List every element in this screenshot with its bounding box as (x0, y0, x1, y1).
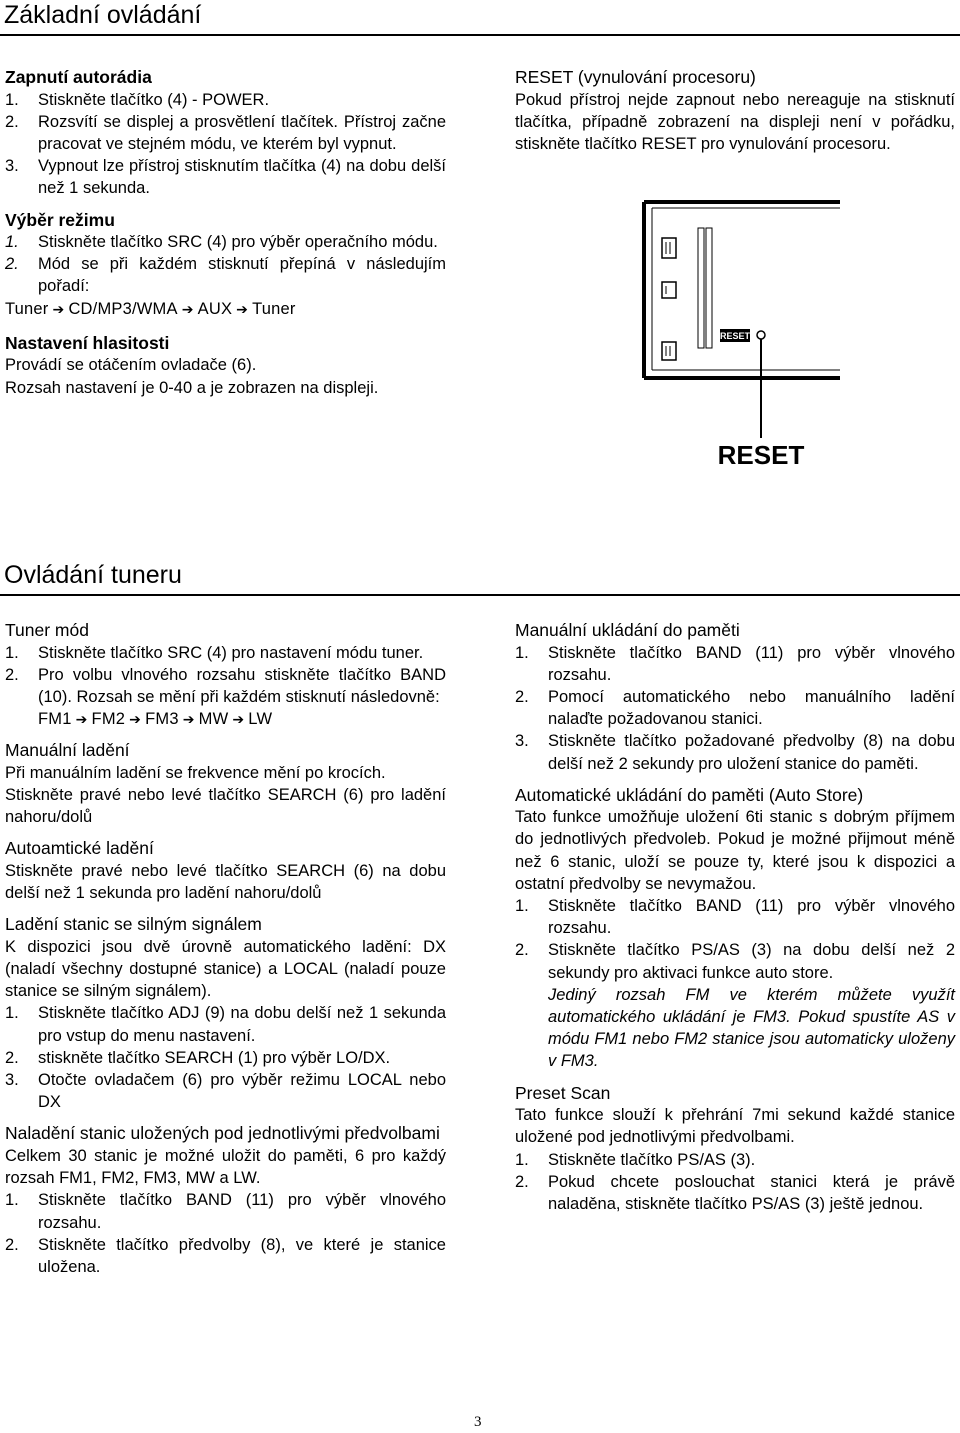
band-sequence: FM1 ➔ FM2 ➔ FM3 ➔ MW ➔ LW (5, 708, 446, 730)
faceplate-button-upper (662, 238, 676, 258)
manual-tuning-heading: Manuální ladění (5, 740, 130, 761)
mode-sequence: Tuner ➔ CD/MP3/WMA ➔ AUX ➔ Tuner (5, 298, 446, 320)
manual-tuning-line: Stiskněte pravé nebo levé tlačítko SEARCH (6) pro ladění nahoru/dolů (5, 786, 446, 827)
list-item: 1. Stiskněte tlačítko BAND (11) pro výběr vlnového rozsahu. (515, 643, 955, 684)
reset-text: Pokud přístroj nejde zapnout nebo nereaguje na stisknutí tlačítka, případně zobrazení na displeji není v pořádku, stiskněte tlačítko RESET pro vynulování procesoru. (515, 90, 955, 153)
list-item: 1. Stiskněte tlačítko PS/AS (3). (515, 1150, 756, 1169)
list-item: 3. Otočte ovladačem (6) pro výběr režimu LOCAL nebo DX (5, 1071, 446, 1112)
arrow-right-icon: ➔ (232, 711, 245, 728)
arrow-right-icon: ➔ (75, 711, 88, 728)
strong-signal-heading: Ladění stanic se silným signálem (5, 914, 262, 935)
volume-line: Rozsah nastavení je 0-40 a je zobrazen na displeji. (5, 378, 379, 397)
strong-signal-text: K dispozici jsou dvě úrovně automatického ladění: DX (naladí všechny dostupné stanice) a LOCAL (naladí pouze stanice se silným signálem). (5, 937, 446, 1001)
manual-tuning-line: Při manuálním ladění se frekvence mění po krocích. (5, 763, 386, 782)
page-number: 3 (474, 1414, 482, 1430)
reset-illustration (640, 198, 840, 468)
manual-store-heading: Manuální ukládání do paměti (515, 620, 740, 640)
mode-heading: Výběr režimu (5, 209, 115, 230)
left-column-basic (5, 66, 446, 399)
section-divider (0, 34, 960, 36)
auto-tuning-text: Stiskněte pravé nebo levé tlačítko SEARCH (6) na dobu delší než 1 sekunda pro ladění nahoru/dolů (5, 861, 446, 903)
arrow-right-icon: ➔ (182, 711, 195, 728)
reset-label-large: RESET (717, 440, 805, 468)
power-heading: Zapnutí autorádia (5, 67, 152, 87)
presets-text: Celkem 30 stanic je možné uložit do paměti, 6 pro každý rozsah FM1, FM2, FM3, MW a LW. (5, 1146, 446, 1188)
left-column-tuner (5, 619, 446, 1278)
list-item: 1. Stiskněte tlačítko (4) - POWER. (5, 90, 270, 109)
list-item: 2. Rozsvítí se displej a prosvětlení tlačítek. Přístroj začne pracovat ve stejném módu, ve kterém byl vypnut. (5, 112, 446, 153)
list-item: 1. Stiskněte tlačítko ADJ (9) na dobu delší než 1 sekunda pro vstup do menu nastavení. (5, 1004, 446, 1045)
faceplate-button-lower (662, 342, 676, 360)
list-item: 2. Pro volbu vlnového rozsahu stiskněte tlačítko BAND (10). Rozsah se mění při každém stisknutí následovně: (5, 665, 446, 706)
section-divider (0, 594, 960, 596)
list-item: 2. Stiskněte tlačítko PS/AS (3) na dobu delší než 2 sekundy pro aktivaci funkce auto store. (515, 941, 955, 982)
list-item: 2. Pokud chcete poslouchat stanici která je právě naladěna, stiskněte tlačítko PS/AS (3) ještě jednou. (515, 1172, 955, 1213)
list-item: 2. stiskněte tlačítko SEARCH (1) pro výběr LO/DX. (5, 1048, 391, 1067)
list-item: 1. Stiskněte tlačítko BAND (11) pro výběr vlnového rozsahu. (5, 1191, 446, 1232)
reset-label-small: RESET (719, 331, 751, 341)
reset-button-hole (757, 331, 765, 339)
section-title-tuner: Ovládání tuneru (4, 561, 182, 589)
reset-heading: RESET (vynulování procesoru) (515, 67, 756, 87)
arrow-right-icon: ➔ (129, 711, 142, 728)
list-item: 3. Vypnout lze přístroj stisknutím tlačítka (4) na dobu delší než 1 sekunda. (5, 157, 446, 198)
list-item: 2. Stiskněte tlačítko předvolby (8), ve které je stanice uložena. (5, 1235, 446, 1276)
preset-scan-heading: Preset Scan (515, 1082, 611, 1103)
auto-store-heading: Automatické ukládání do paměti (Auto Store) (515, 784, 864, 805)
right-column-tuner (515, 619, 955, 1215)
faceplate-button-middle (662, 282, 676, 298)
arrow-right-icon: ➔ (181, 300, 194, 317)
auto-store-note: Jediný rozsah FM ve kterém můžete využít automatického ukládání je FM3. Pokud spustíte AS v módu FM1 nebo FM2 stanice jsou automaticky uloženy v FM3. (548, 985, 955, 1071)
arrow-right-icon: ➔ (52, 300, 65, 317)
preset-scan-text: Tato funkce slouží k přehrání 7mi sekund každé stanice uložené pod jednotlivými předvolbami. (515, 1106, 955, 1147)
auto-store-text: Tato funkce umožňuje uložení 6ti stanic s dobrým příjmem do jednotlivých předvoleb. Pokud je možné přijmout méně než 6 stanic, uloží se pouze ty, které jsou k dispozici a ostatní předvolby se nevymažou. (515, 808, 955, 893)
auto-tuning-heading: Autoamtické ladění (5, 838, 154, 859)
tuner-mode-heading: Tuner mód (5, 620, 89, 640)
list-item: 1. Stiskněte tlačítko BAND (11) pro výběr vlnového rozsahu. (515, 897, 955, 938)
list-item: 2. Mód se při každém stisknutí přepíná v následujím pořadí: (5, 255, 446, 296)
section-title-basic-controls: Základní ovládání (4, 1, 202, 29)
volume-heading: Nastavení hlasitosti (5, 332, 170, 353)
presets-heading: Naladění stanic uložených pod jednotlivými předvolbami (5, 1123, 440, 1144)
list-item: 3. Stiskněte tlačítko požadované předvolby (8) na dobu delší než 2 sekundy pro uložení stanice do paměti. (515, 732, 955, 773)
list-item: 1. Stiskněte tlačítko SRC (4) pro nastavení módu tuner. (5, 643, 424, 662)
volume-line: Provádí se otáčením ovladače (6). (5, 356, 257, 375)
arrow-right-icon: ➔ (236, 300, 249, 317)
right-column-reset (515, 66, 955, 155)
list-item: 1. Stiskněte tlačítko SRC (4) pro výběr operačního módu. (5, 233, 438, 252)
list-item: 2. Pomocí automatického nebo manuálního ladění nalaďte požadovanou stanici. (515, 687, 955, 729)
